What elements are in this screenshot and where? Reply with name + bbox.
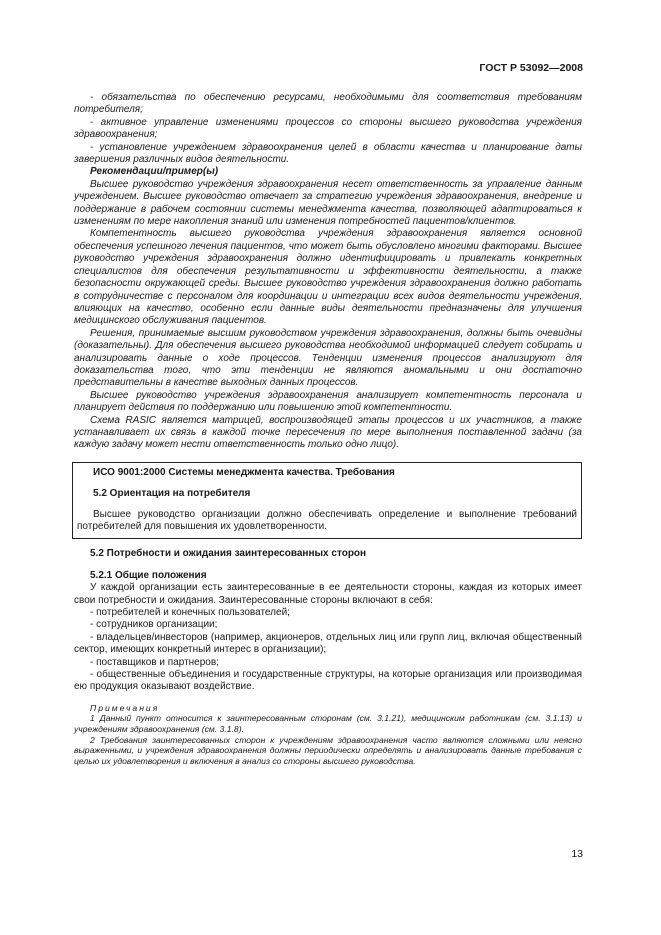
- page-number: 13: [571, 848, 583, 860]
- note-item: 2 Требования заинтересованных сторон к учреждениям здравоохранения часто являются сложными или неясно выраженными, и учреждения здравоохранения должны периодически определять и анализировать данные требования с целью их удовлетворения и включения в анализ со стороны высшего руководства.: [74, 734, 582, 766]
- recommendations-heading: Рекомендации/пример(ы): [90, 166, 219, 178]
- note-item: 1 Данный пункт относится к заинтересованным сторонам (см. 3.1.21), медицинским работникам (см. 3.1.13) и учреждениям здравоохранения (см. 3.1.8).: [74, 713, 582, 735]
- subsection-heading: 5.2.1 Общие положения: [90, 569, 207, 581]
- iso-requirement-box: [72, 462, 582, 540]
- iso-box-section: 5.2 Ориентация на потребителя: [93, 488, 251, 500]
- iso-box-title: ИСО 9001:2000 Системы менеджмента качества. Требования: [93, 466, 395, 478]
- list-item: - потребителей и конечных пользователей;: [90, 607, 290, 619]
- iso-box-body: Высшее руководство организации должно обеспечивать определение и выполнение требований потребителей для повышения их удовлетворенности.: [77, 508, 577, 532]
- paragraph: Высшее руководство учреждения здравоохранения несет ответственность за управление данным учреждением. Высшее руководство отвечает за стратегию учреждения здравоохранения, внедрение и поддержание в рабочем состоянии системы менеджмента качества, позволяющей адаптироваться к изменениям по мере накопления знаний или изменения потребностей пациентов/клиентов.: [74, 178, 582, 228]
- paragraph: Высшее руководство учреждения здравоохранения анализирует компетентность персонала и планирует действия по поддержанию или повышению этой компетентности.: [74, 389, 582, 414]
- list-item: - сотрудников организации;: [90, 619, 218, 631]
- list-item: - поставщиков и партнеров;: [90, 656, 219, 668]
- paragraph: У каждой организации есть заинтересованные в ее деятельности стороны, каждая из которых имеет свои потребности и ожидания. Заинтересованные стороны включают в себя:: [74, 582, 582, 606]
- bullet-item: - активное управление изменениями процессов со стороны высшего руководства учреждения здравоохранения;: [74, 116, 582, 141]
- bullet-item: - обязательства по обеспечению ресурсами, необходимыми для соответствия требованиям потребителя;: [74, 92, 582, 116]
- section-heading: 5.2 Потребности и ожидания заинтересованных сторон: [90, 548, 367, 560]
- page-content: [74, 92, 582, 766]
- paragraph: Решения, принимаемые высшим руководством учреждения здравоохранения, должны быть очевидны (доказательны). Для обеспечения высшего руководства необходимой информацией следует собирать и анализировать данные о ходе процессов. Тенденции изменения процессов анализируют для доказательства того, что эти тенденции не являются аномальными и они достаточно представительны в качестве выходных данных процессов.: [74, 327, 582, 389]
- paragraph: Схема RASIC является матрицей, воспроизводящей этапы процессов и их участников, а также устанавливает их связь в каждой точке пересечения по мере выполнения поставленной задачи (за каждую задачу может нести ответственность только одно лицо).: [74, 414, 582, 451]
- standard-code-header: ГОСТ Р 53092—2008: [479, 62, 583, 74]
- bullet-item: - установление учреждением здравоохранения целей в области качества и планирование даты завершения различных видов деятельности.: [74, 141, 582, 166]
- paragraph: Компетентность высшего руководства учреждения здравоохранения является основной обеспечения успешного лечения пациентов, что может быть обусловлено многими факторами. Высшее руководство учреждения здравоохранения должно идентифицировать и привлекать конкретных специалистов для обеспечения результативности и эффективности деятельности, а также безопасности окружающей среды. Высшее руководство учреждения здравоохранения должно работать в сотрудничестве с персоналом для координации и интеграции всех видов деятельности учреждения, влияющих на качество, особенно если данные виды деятельности предназначены для улучшения медицинского обслуживания пациентов.: [74, 228, 582, 327]
- list-item: - владельцев/инвесторов (например, акционеров, отдельных лиц или групп лиц, включая общественный сектор, имеющих конкретный интерес в организации);: [74, 631, 582, 656]
- notes-heading: Примечания: [90, 702, 160, 713]
- list-item: - общественные объединения и государственные структуры, на которые организация или производимая ею продукция оказывают воздействие.: [74, 669, 582, 693]
- notes-block: [74, 703, 582, 767]
